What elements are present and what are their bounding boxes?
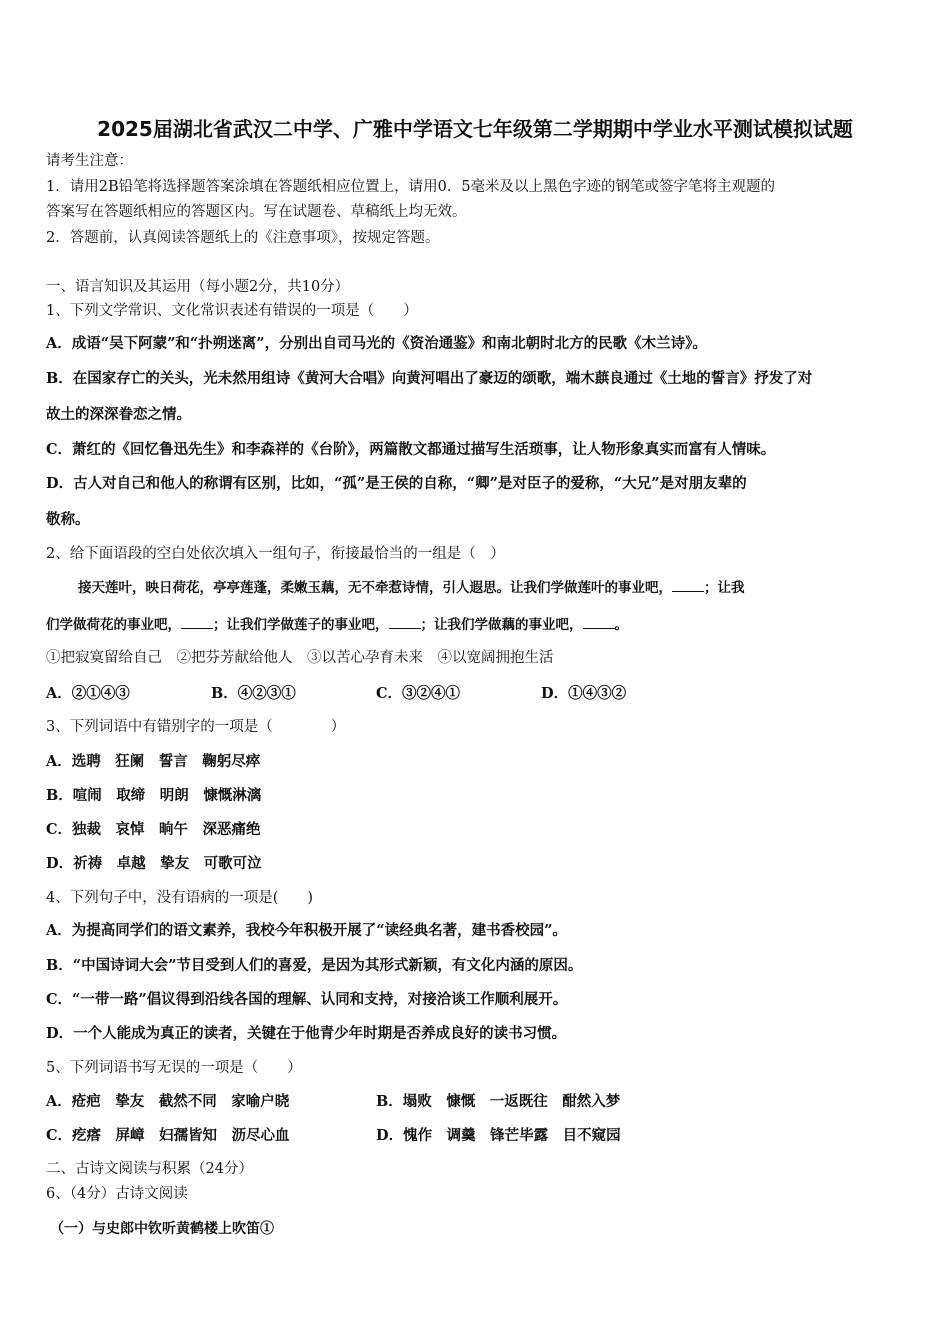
q3-stem: 3、下列词语中有错别字的一项是（ ） (46, 719, 346, 735)
q3-option-b: B．喧闹 取缔 明朗 慷慨淋漓 (46, 787, 262, 804)
q2-passage-text-1: 接天莲叶，映日荷花，亭亭莲蓬，柔嫩玉藕，无不牵惹诗情，引人遐思。让我们学做莲叶的事业吧， (78, 580, 672, 596)
q2-option-b: B．④②③① (211, 685, 296, 702)
q1-option-d-line1: D．古人对自己和他人的称谓有区别，比如，“孤”是王侯的自称，“卿”是对臣子的爱称，“大兄”是对朋友辈的 (46, 475, 747, 492)
blank-3 (389, 616, 421, 629)
q5-option-b: B．塌败 慷慨 一返既往 酣然入梦 (376, 1093, 621, 1110)
notice-heading: 请考生注意： (46, 153, 133, 169)
q2-stem: 2、给下面语段的空白处依次填入一组句子，衔接最恰当的一组是（ ） (46, 546, 505, 562)
q3-option-d: D．祈祷 卓越 挚友 可歌可泣 (46, 855, 262, 872)
q1-option-b-line2: 故土的深深眷恋之情。 (46, 406, 191, 423)
q2-option-d: D．①④③② (541, 685, 627, 702)
q1-option-d-line2: 敬称。 (46, 511, 90, 528)
poem-title: （一）与史郎中钦听黄鹤楼上吹笛① (50, 1221, 274, 1237)
q2-passage-text-2b: ；让我们学做莲子的事业吧， (213, 617, 389, 633)
q4-option-d: D．一个人能成为真正的读者，关键在于他青少年时期是否养成良好的读书习惯。 (46, 1025, 567, 1042)
q2-choices: ①把寂寞留给自己 ②把芬芳献给他人 ③以苦心孕育未来 ④以宽阔拥抱生活 (46, 650, 554, 666)
q1-option-b-line1: B．在国家存亡的关头，光未然用组诗《黄河大合唱》向黄河唱出了豪迈的颂歌，端木蕻良通过《土地的誓言》抒发了对 (46, 370, 813, 387)
section-2-heading: 二、古诗文阅读与积累（24分） (46, 1161, 253, 1177)
notice-item-2: 2．答题前，认真阅读答题纸上的《注意事项》，按规定答题。 (46, 230, 440, 246)
notice-item-1a: 1．请用2B铅笔将选择题答案涂填在答题纸相应位置上，请用0．5毫米及以上黑色字迹的钢笔或签字笔将主观题的 (46, 179, 776, 195)
q1-stem: 1、下列文学常识、文化常识表述有错误的一项是（ ） (46, 303, 418, 319)
q4-stem: 4、下列句子中，没有语病的一项是( ) (46, 890, 314, 906)
q2-passage-text-2d: 。 (614, 617, 628, 633)
q4-option-a: A．为提高同学们的语文素养，我校今年积极开展了“读经典名著，建书香校园”。 (46, 922, 567, 939)
blank-1 (672, 579, 704, 592)
q2-passage-line1 (78, 578, 745, 598)
q4-option-c: C．“一带一路”倡议得到沿线各国的理解、认同和支持，对接洽谈工作顺利展开。 (46, 991, 568, 1008)
notice-item-1b: 答案写在答题纸相应的答题区内。写在试题卷、草稿纸上均无效。 (46, 204, 467, 220)
q1-option-a: A．成语“吴下阿蒙”和“扑朔迷离”，分别出自司马光的《资治通鉴》和南北朝时北方的民歌《木兰诗》。 (46, 335, 707, 352)
q2-passage-text-2c: ；让我们学做藕的事业吧， (420, 617, 583, 633)
q4-option-b: B．“中国诗词大会”节目受到人们的喜爱，是因为其形式新颖，有文化内涵的原因。 (46, 957, 583, 974)
q3-option-a: A．选聘 狂阑 誓言 鞠躬尽瘁 (46, 753, 261, 770)
section-1-heading: 一、语言知识及其运用（每小题2分，共10分） (46, 279, 350, 295)
blank-2 (181, 616, 213, 629)
q5-option-d: D．愧作 调羹 锋芒毕露 目不窥园 (376, 1127, 621, 1144)
q3-option-c: C．独裁 哀悼 晌午 深恶痛绝 (46, 821, 261, 838)
exam-title: 2025届湖北省武汉二中学、广雅中学语文七年级第二学期期中学业水平测试模拟试题 (97, 117, 853, 141)
q1-option-c: C．萧红的《回忆鲁迅先生》和李森祥的《台阶》，两篇散文都通过描写生活琐事，让人物形象真实而富有人情味。 (46, 441, 776, 458)
q2-option-a: A．②①④③ (46, 685, 130, 702)
q2-passage-line2 (46, 615, 628, 635)
blank-4 (583, 616, 615, 629)
q5-option-a: A．疮疤 挚友 截然不同 家喻户晓 (46, 1093, 290, 1110)
q6-stem: 6、（4分）古诗文阅读 (46, 1186, 188, 1202)
q2-passage-text-2a: 们学做荷花的事业吧， (46, 617, 181, 633)
q2-passage-text-1-end: ；让我 (704, 580, 745, 596)
q5-stem: 5、下列词语书写无误的一项是（ ） (46, 1060, 302, 1076)
q5-option-c: C．疙瘩 屏嶂 妇孺皆知 沥尽心血 (46, 1127, 290, 1144)
q2-option-c: C．③②④① (376, 685, 461, 702)
